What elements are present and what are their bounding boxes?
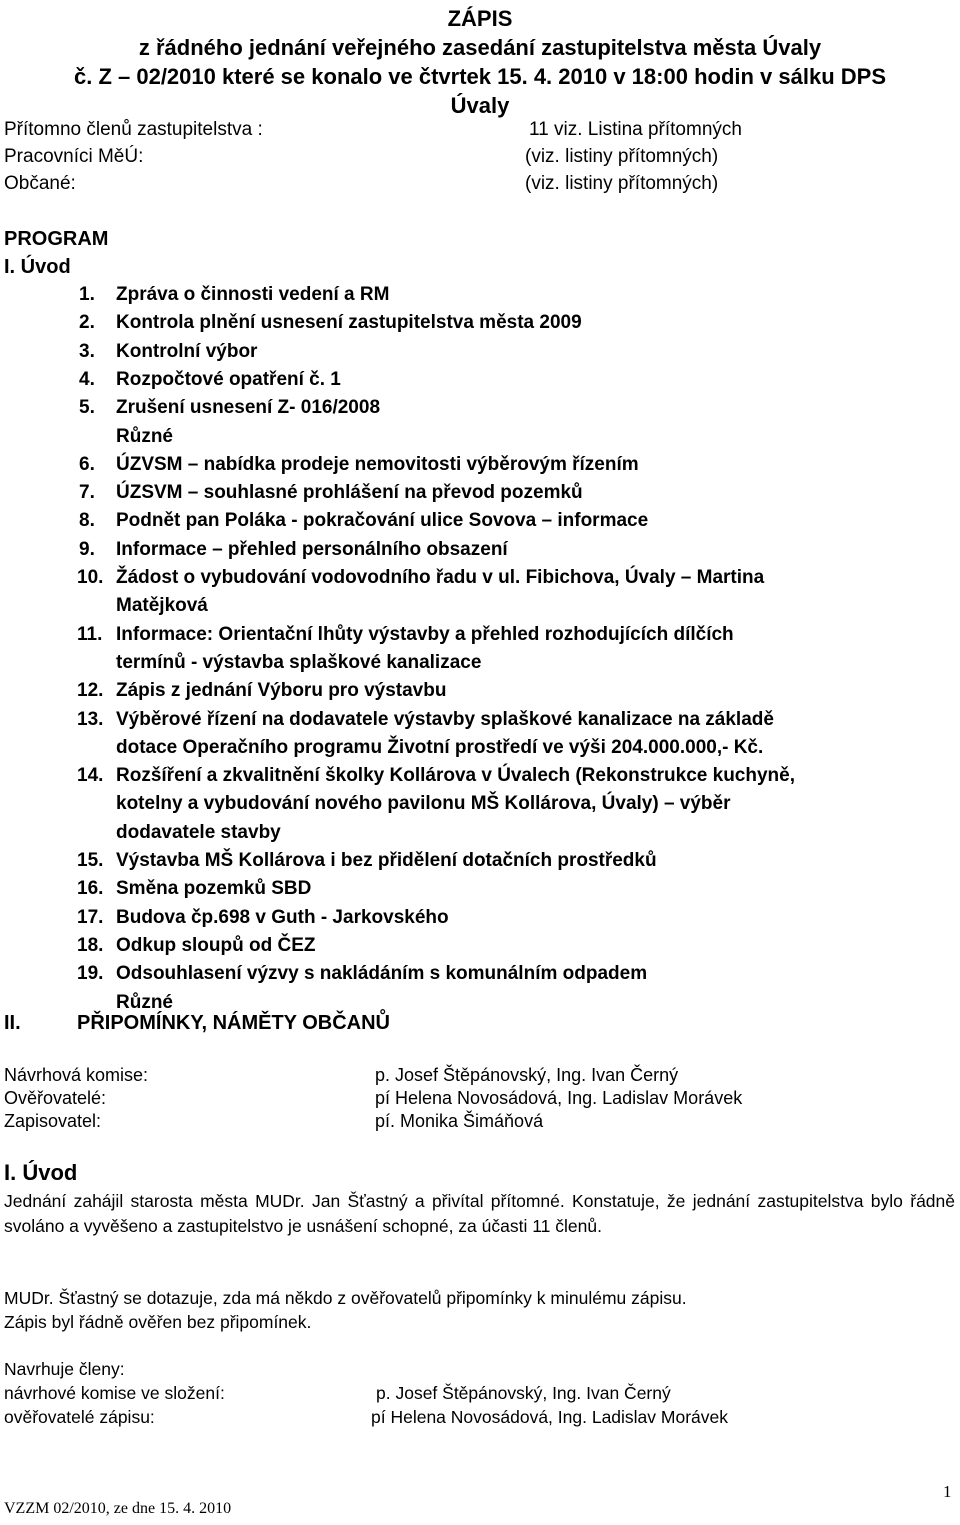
- program-item-number: 19.: [77, 963, 104, 985]
- attendance-value: 11 viz. Listina přítomných: [529, 119, 742, 140]
- program-item-number: 5.: [79, 397, 95, 419]
- program-item-text: Odkup sloupů od ČEZ: [116, 934, 316, 956]
- document-subtitle: [0, 33, 960, 120]
- program-item-text: Budova čp.698 v Guth - Jarkovského: [116, 906, 449, 928]
- program-item-text: Matějková: [116, 595, 208, 617]
- intro-paragraph-1: Jednání zahájil starosta města MUDr. Jan Šťastný a přivítal přítomné. Konstatuje, že jednání zastupitelstva bylo řádně svoláno a vyvěšeno a zastupitelstvo je usnášení schopné, za účasti 11 členů.: [4, 1191, 955, 1236]
- program-item-text: Odsouhlasení výzvy s nakládáním s komunálním odpadem: [116, 963, 648, 985]
- committee-label: Návrhová komise:: [4, 1065, 149, 1085]
- program-item-text: Rozpočtové opatření č. 1: [116, 368, 341, 390]
- program-item-number: 10.: [77, 567, 104, 588]
- program-item-number: 1.: [79, 284, 95, 305]
- program-heading: PROGRAM: [4, 228, 109, 250]
- proposal-label: návrhové komise ve složení:: [4, 1383, 225, 1403]
- program-item-text: Kontrola plnění usnesení zastupitelstva města 2009: [116, 312, 582, 334]
- program-section-2: PŘIPOMÍNKY, NÁMĚTY OBČANŮ: [77, 1012, 390, 1034]
- program-item-text: kotelny a vybudování nového pavilonu MŠ Kollárova, Úvaly) – výběr: [116, 793, 731, 815]
- intro-paragraph-2-line-2: Zápis byl řádně ověřen bez připomínek.: [4, 1312, 312, 1332]
- program-item-text: termínů - výstavba splaškové kanalizace: [116, 651, 482, 673]
- subtitle-line: Úvaly: [450, 93, 510, 118]
- program-item-text: Žádost o vybudování vodovodního řadu v ul. Fibichova, Úvaly – Martina: [116, 567, 765, 588]
- proposal-label: ověřovatelé zápisu:: [4, 1407, 155, 1427]
- program-item-text: Zápis z jednání Výboru pro výstavbu: [116, 680, 447, 702]
- program-item-number: 9.: [79, 538, 95, 560]
- program-item-text: Různé: [116, 991, 173, 1013]
- program-item-number: 17.: [77, 906, 104, 928]
- program-item-text: Výstavba MŠ Kollárova i bez přidělení dotačních prostředků: [116, 850, 657, 871]
- committee-members: pí Helena Novosádová, Ing. Ladislav Morávek: [375, 1088, 743, 1108]
- intro-paragraph-2-line-1: MUDr. Šťastný se dotazuje, zda má někdo z ověřovatelů připomínky k minulému zápisu.: [4, 1288, 687, 1308]
- program-item-text: Kontrolní výbor: [116, 340, 258, 362]
- program-item-text: Různé: [116, 425, 173, 447]
- program-item-text: dodavatele stavby: [116, 821, 281, 843]
- proposal-heading: Navrhuje členy:: [4, 1359, 125, 1379]
- program-item-number: 2.: [79, 312, 95, 334]
- committee-label: Zapisovatel:: [4, 1111, 102, 1131]
- committee-members: pí. Monika Šimáňová: [375, 1111, 544, 1131]
- program-item-number: 6.: [79, 453, 95, 475]
- attendance-label: Přítomno členů zastupitelstva :: [4, 119, 263, 140]
- program-item-number: 7.: [79, 482, 95, 504]
- program-item-number: 11.: [77, 623, 103, 645]
- proposal-members: p. Josef Štěpánovský, Ing. Ivan Černý: [376, 1383, 671, 1403]
- page-number: 1: [943, 1482, 952, 1501]
- program-item-text: Rozšíření a zkvalitnění školky Kollárova v Úvalech (Rekonstrukce kuchyně,: [116, 765, 795, 787]
- subtitle-line: č. Z – 02/2010 které se konalo ve čtvrtek 15. 4. 2010 v 18:00 hodin v sálku DPS: [73, 64, 886, 89]
- program-item-text: Výběrové řízení na dodavatele výstavby splaškové kanalizace na základě: [116, 708, 774, 730]
- program-item-number: 12.: [77, 680, 104, 702]
- program-section-1: I. Úvod: [4, 256, 71, 278]
- program-item-number: 3.: [79, 340, 95, 362]
- subtitle-line: z řádného jednání veřejného zasedání zastupitelstva města Úvaly: [138, 35, 822, 60]
- program-item-text: Zrušení usnesení Z- 016/2008: [116, 397, 381, 419]
- committee-members: p. Josef Štěpánovský, Ing. Ivan Černý: [375, 1065, 679, 1085]
- attendance-label: Občané:: [4, 173, 76, 194]
- footer-doc-ref: VZZM 02/2010, ze dne 15. 4. 2010: [4, 1500, 232, 1517]
- attendance-value: (viz. listiny přítomných): [525, 173, 719, 194]
- attendance-value: (viz. listiny přítomných): [525, 146, 719, 167]
- program-item-text: Zpráva o činnosti vedení a RM: [116, 284, 390, 305]
- program-item-text: dotace Operačního programu Životní prostředí ve výši 204.000.000,- Kč.: [116, 736, 764, 758]
- program-item-text: ÚZVSM – nabídka prodeje nemovitosti výběrovým řízením: [116, 453, 639, 475]
- program-item-number: 16.: [77, 878, 104, 900]
- program-item-number: 15.: [77, 850, 104, 871]
- program-section-2-number: II.: [4, 1012, 21, 1034]
- program-item-number: 8.: [79, 510, 95, 532]
- document-title: ZÁPIS: [447, 6, 513, 31]
- intro-heading: I. Úvod: [4, 1160, 78, 1185]
- program-item-number: 13.: [77, 708, 104, 730]
- program-item-text: Směna pozemků SBD: [116, 878, 312, 900]
- program-item-text: Informace: Orientační lhůty výstavby a přehled rozhodujících dílčích: [116, 623, 734, 645]
- proposal-members: pí Helena Novosádová, Ing. Ladislav Morávek: [371, 1407, 729, 1427]
- committee-label: Ověřovatelé:: [4, 1088, 107, 1108]
- attendance-label: Pracovníci MěÚ:: [4, 146, 144, 167]
- program-item-text: Podnět pan Poláka - pokračování ulice Sovova – informace: [116, 510, 649, 532]
- program-item-text: Informace – přehled personálního obsazení: [116, 538, 508, 560]
- program-item-number: 4.: [79, 368, 95, 390]
- program-item-number: 14.: [77, 765, 104, 787]
- program-item-text: ÚZSVM – souhlasné prohlášení na převod pozemků: [116, 482, 583, 504]
- program-item-number: 18.: [77, 934, 104, 956]
